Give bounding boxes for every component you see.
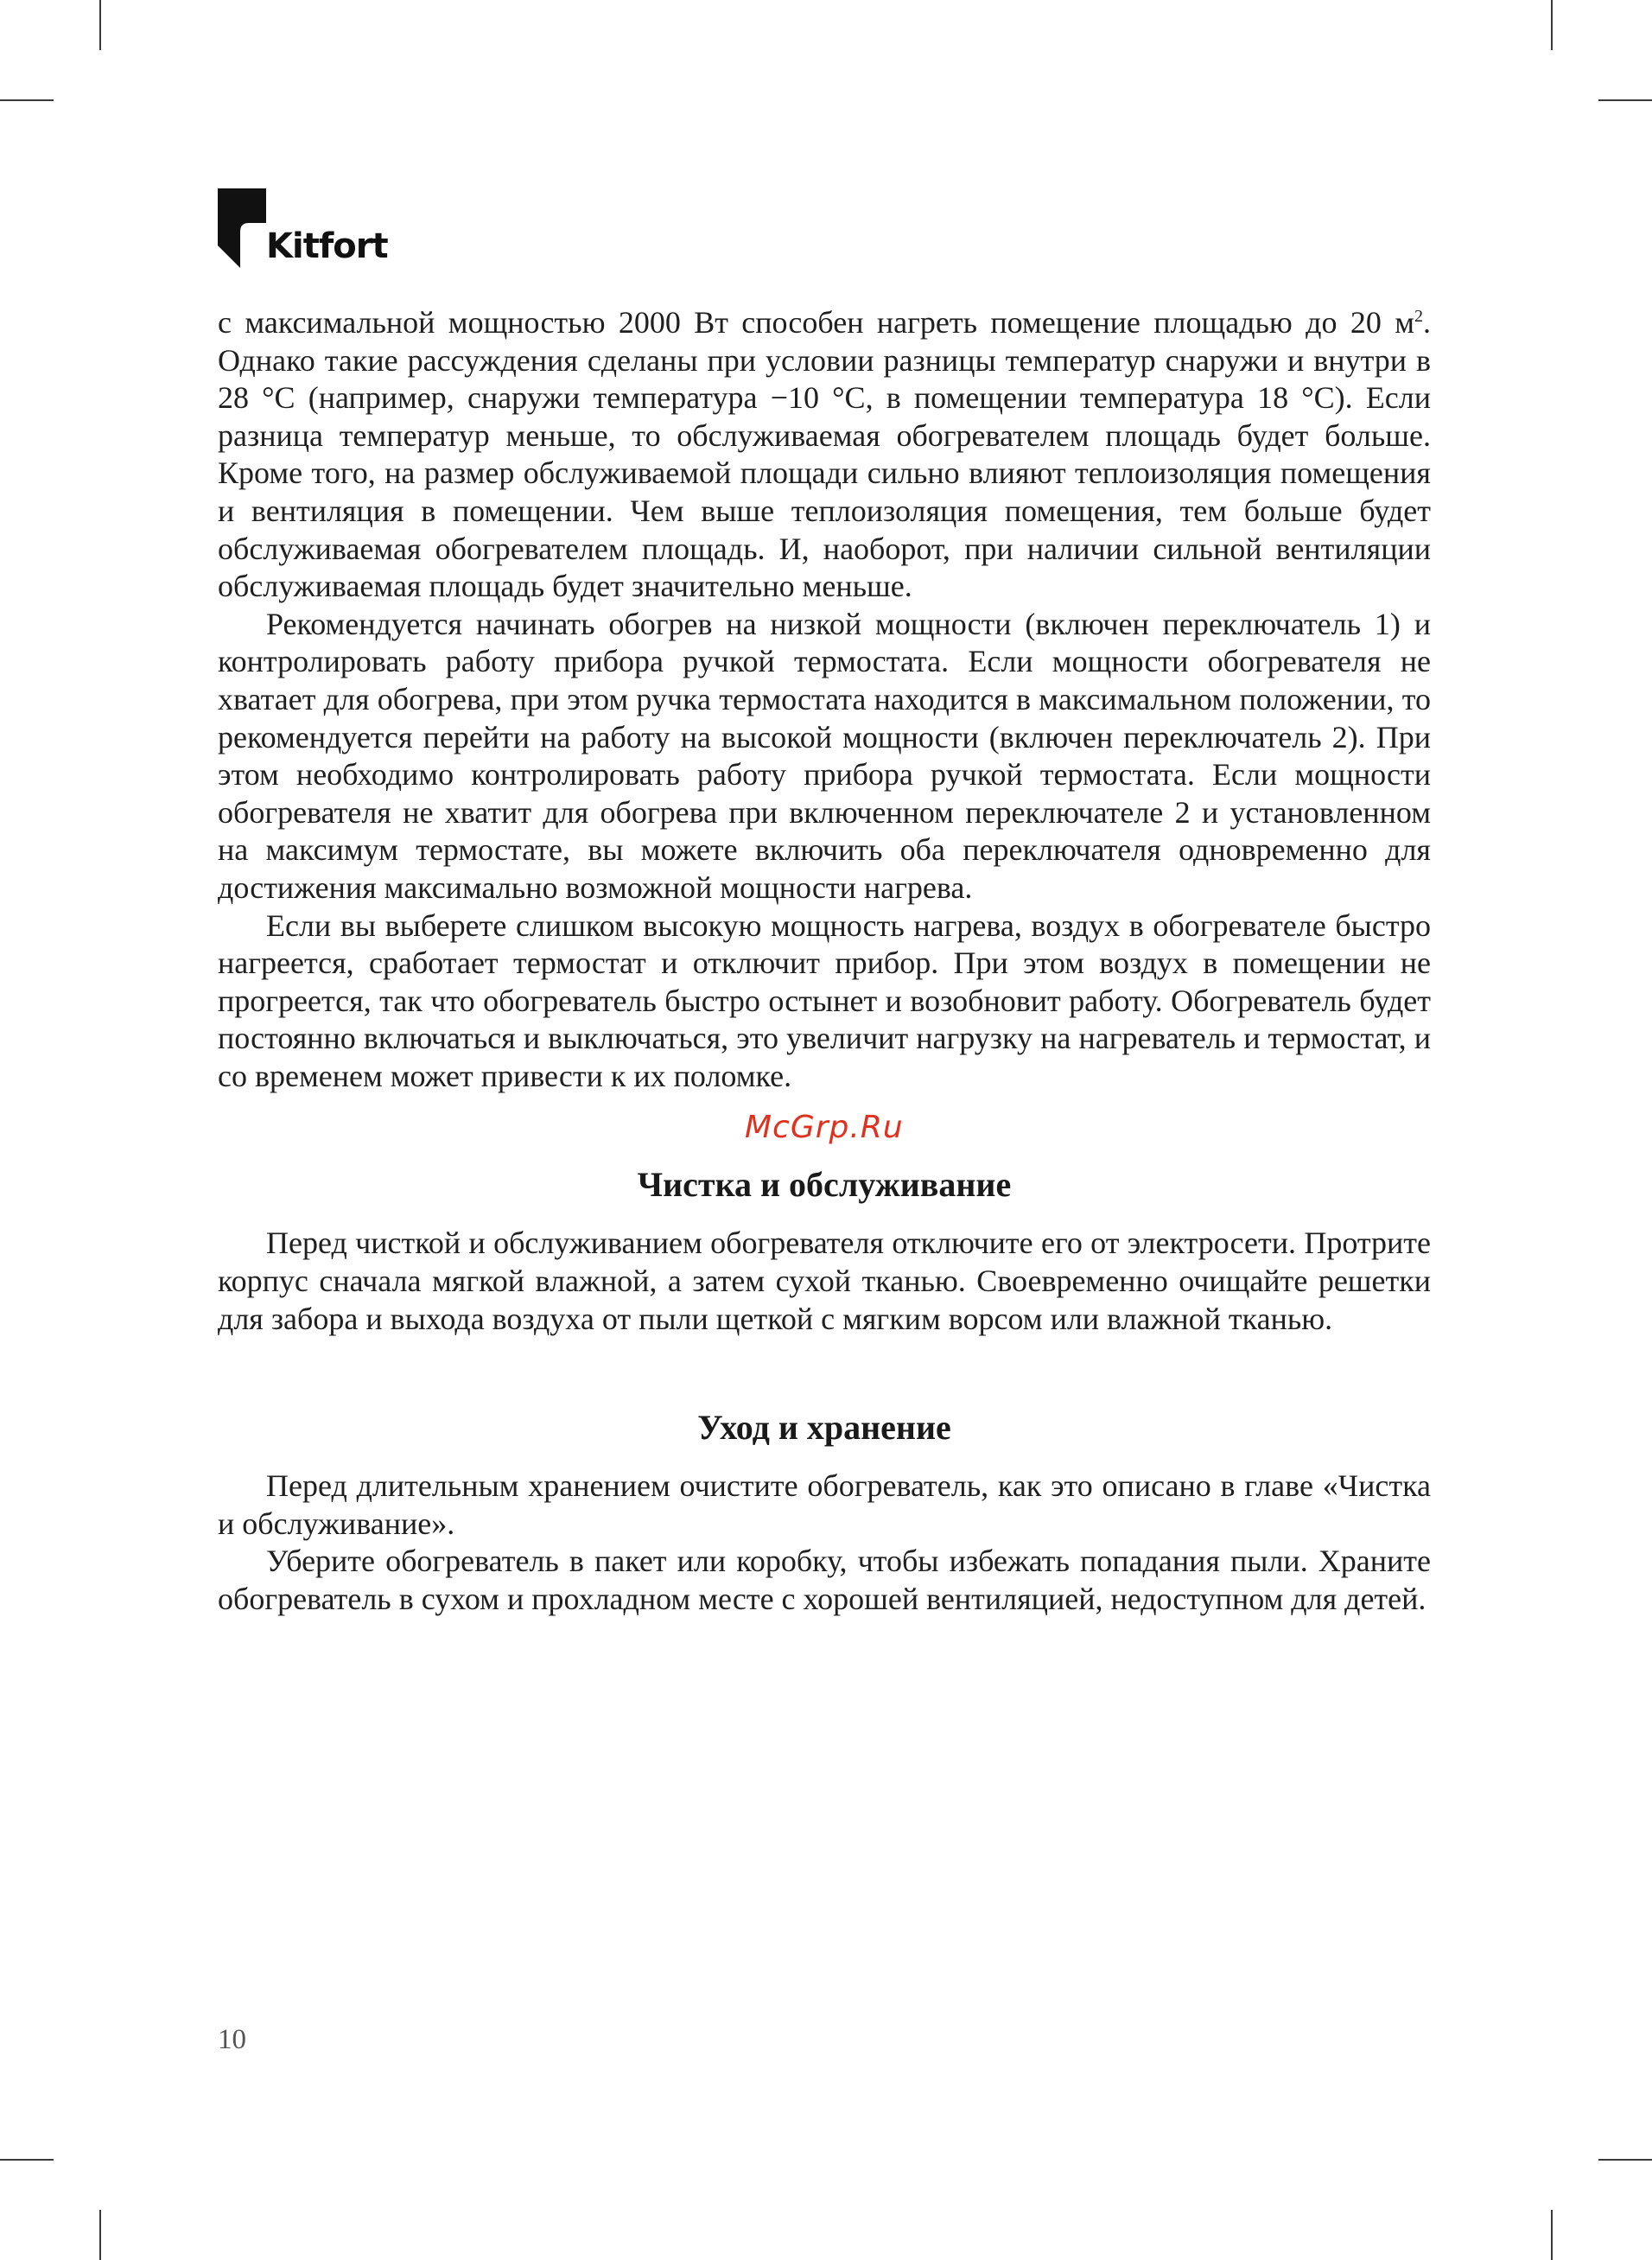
crop-mark [1598,99,1652,101]
crop-mark [99,0,101,50]
paragraph: с максимальной мощностью 2000 Вт способен нагреть помещение площадью до 20 $м^2$. Однако такие рассуждения сделаны при условии разницы температур снаружи и внутри в 28 °С (например, снаружи температура −10 °С, в помещении температура 18 °С). Если разница температур меньше, то обслуживаемая обогревателем площадь будет больше. Кроме того, на размер обслуживаемой площади сильно влияют теплоизоляция помещения и вентиляция в помещении. Чем выше теплоизоляция помещения, тем больше будет обслуживаемая обогревателем площадь. И, наоборот, при наличии сильной вентиляции обслуживаемая площадь будет значительно меньше. [218,305,1431,604]
watermark: McGrp.Ru [745,1110,904,1145]
crop-mark [1598,2159,1652,2161]
paragraph: Перед чисткой и обслуживанием обогревателя отключите его от электросети. Протрите корпус сначала мягкой влажной, а затем сухой тканью. Своевременно очищайте решетки для забора и выхода воздуха от пыли щеткой с мягким ворсом или влажной тканью. [218,1225,1431,1336]
paragraph: Рекомендуется начинать обогрев на низкой мощности (включен переключатель 1) и контролировать работу прибора ручкой термостата. Если мощности обогревателя не хватает для обогрева, при этом ручка термостата находится в максимальном положении, то рекомендуется перейти на работу на высокой мощности (включен переключатель 2). При этом необходимо контролировать работу прибора ручкой термостата. Если мощности обогревателя не хватит для обогрева при включенном переключателе 2 и установленном на максимум термостате, вы можете включить оба переключателя одновременно для достижения максимально возможной мощности нагрева. [218,606,1431,905]
brand-logo [218,188,391,271]
crop-mark [99,2210,101,2260]
paragraph: Уберите обогреватель в пакет или коробку, чтобы избежать попадания пыли. Храните обогреватель в сухом и прохладном месте с хорошей вентиляцией, недоступном для детей. [218,1544,1431,1617]
paragraph: Если вы выберете слишком высокую мощность нагрева, воздух в обогревателе быстро нагреется, сработает термостат и отключит прибор. При этом воздух в помещении не прогреется, так что обогреватель быстро остынет и возобновит работу. Обогреватель будет постоянно включаться и выключаться, это увеличит нагрузку на нагреватель и термостат, и со временем может привести к их поломке. [218,907,1431,1093]
document-body [218,304,1431,1619]
crop-mark [1551,2210,1553,2260]
page-number: 10 [218,2024,246,2055]
section-heading-storage: Уход и хранение [697,1408,951,1448]
brand-logo-text: Kitfort [266,226,388,266]
crop-mark [1551,0,1553,50]
crop-mark [0,2159,54,2161]
paragraph: Перед длительным хранением очистите обогреватель, как это описано в главе «Чистка и обслуживание». [218,1468,1431,1541]
crop-mark [0,99,54,101]
section-heading-cleaning: Чистка и обслуживание [637,1165,1012,1205]
kitfort-logo-icon [218,188,266,268]
